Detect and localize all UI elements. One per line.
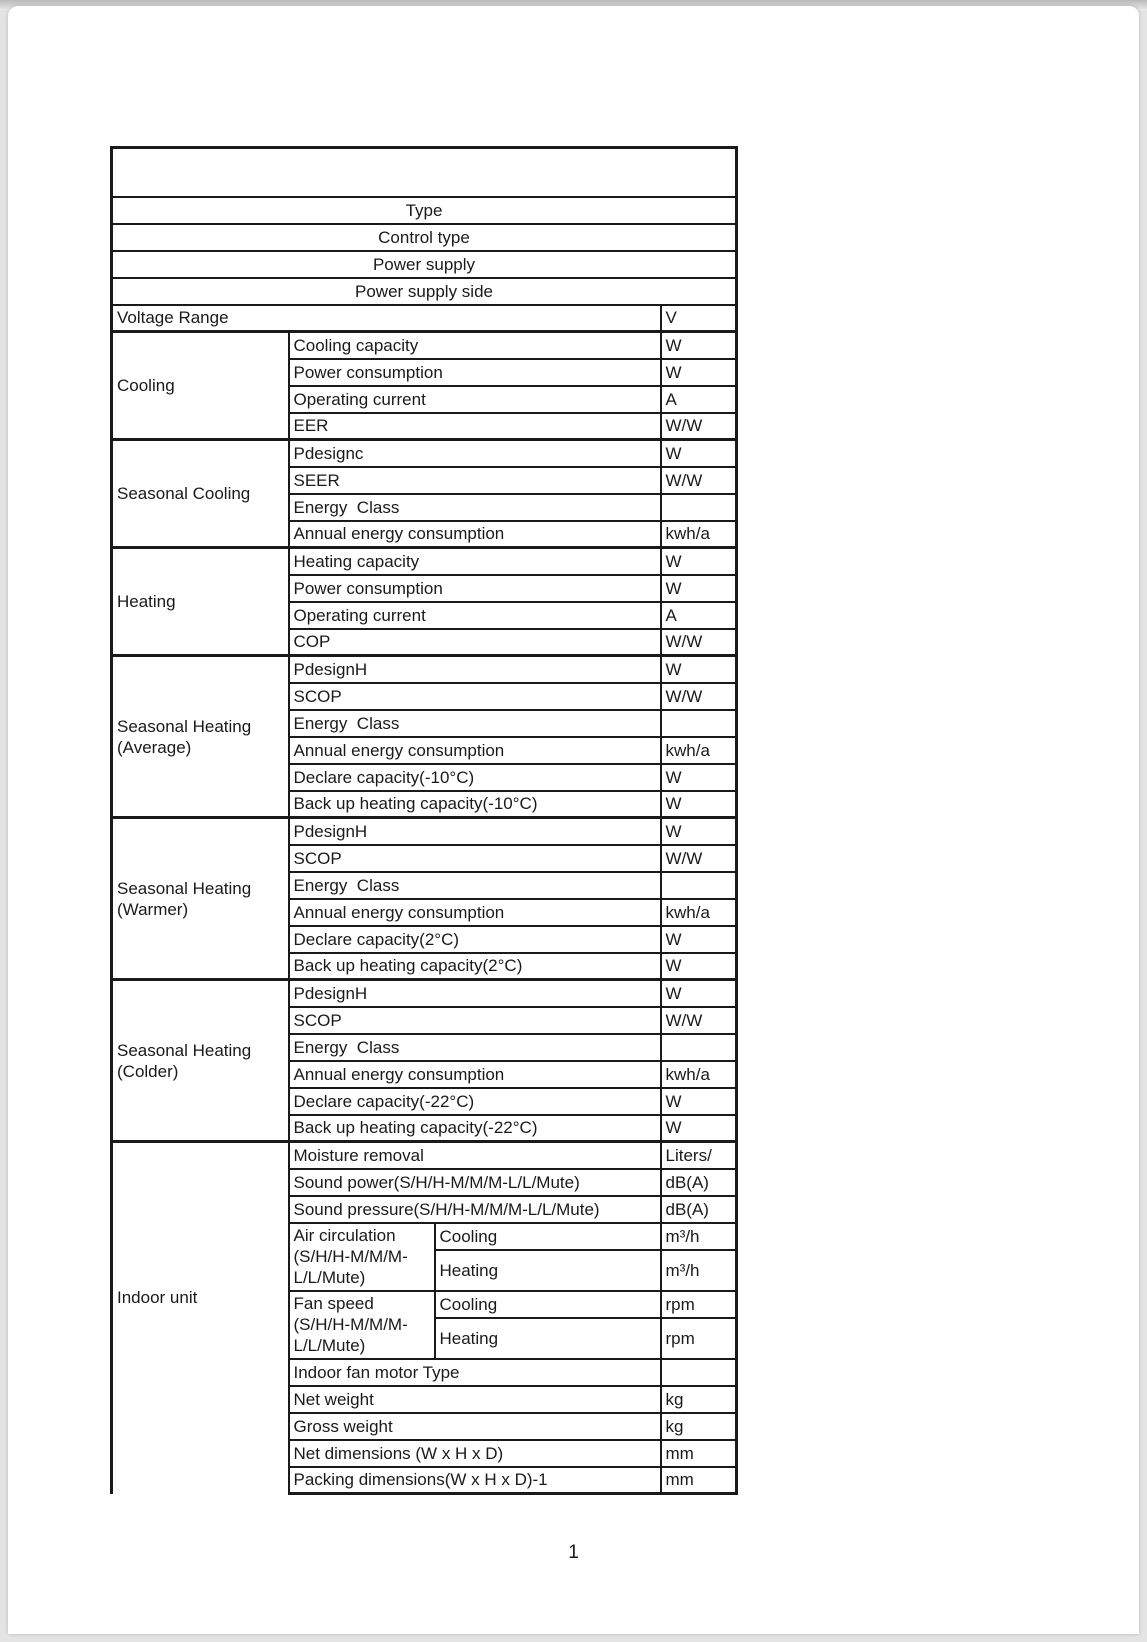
row-label-cell: EER [289,413,661,440]
row-label-cell: Packing dimensions(W x H x D)-1 [289,1467,661,1494]
row-label-cell: Net weight [289,1386,661,1413]
unit-cell: m³/h [661,1223,737,1250]
span-row-power-supply: Power supply [112,251,737,278]
unit-cell: rpm [661,1318,737,1359]
group-cell-indoor-unit: Indoor unit [112,1142,289,1494]
row-label-cell: Energy Class [289,1034,661,1061]
group-cell-seasonal-cooling: Seasonal Cooling [112,440,289,548]
unit-cell: dB(A) [661,1196,737,1223]
unit-cell: W [661,791,737,818]
unit-cell: W/W [661,1007,737,1034]
unit-cell: kwh/a [661,521,737,548]
unit-cell: W [661,953,737,980]
row-label-cell: Back up heating capacity(-10°C) [289,791,661,818]
spec-table [110,146,738,1495]
unit-cell: mm [661,1440,737,1467]
unit-cell: m³/h [661,1250,737,1291]
row-label-cell: Energy Class [289,710,661,737]
row-label-cell: Annual energy consumption [289,737,661,764]
unit-cell: kwh/a [661,737,737,764]
row-label-cell: Annual energy consumption [289,899,661,926]
table-header-empty-cell [112,148,737,197]
unit-cell: W/W [661,467,737,494]
row-label-cell: PdesignH [289,980,661,1007]
row-label-cell: SCOP [289,683,661,710]
unit-cell: W/W [661,413,737,440]
group-cell-seasonal-heating-average: Seasonal Heating (Average) [112,656,289,818]
row-label-cell: Annual energy consumption [289,521,661,548]
unit-cell: W [661,359,737,386]
unit-cell [661,872,737,899]
row-label-cell: PdesignH [289,656,661,683]
row-label-cell: COP [289,629,661,656]
row-label-cell: Back up heating capacity(-22°C) [289,1115,661,1142]
sub-label-cell: Heating [435,1318,661,1359]
unit-cell: W/W [661,629,737,656]
group-cell-seasonal-heating-colder: Seasonal Heating (Colder) [112,980,289,1142]
nested-label-cell-fan-speed: Fan speed (S/H/H-M/M/M-L/L/Mute) [289,1291,435,1359]
row-label-cell: Cooling capacity [289,332,661,359]
unit-cell: kg [661,1413,737,1440]
row-label-cell: Heating capacity [289,548,661,575]
unit-cell [661,1034,737,1061]
sub-label-cell: Heating [435,1250,661,1291]
row-label-cell: PdesignH [289,818,661,845]
unit-cell: kwh/a [661,899,737,926]
group-cell-seasonal-heating-warmer: Seasonal Heating (Warmer) [112,818,289,980]
unit-cell: W [661,548,737,575]
span-row-power-supply-side: Power supply side [112,278,737,305]
span-row-type: Type [112,197,737,224]
row-label-cell: Pdesignc [289,440,661,467]
unit-cell: kwh/a [661,1061,737,1088]
row-label-cell: Operating current [289,602,661,629]
row-label-cell: Energy Class [289,872,661,899]
unit-cell: W [661,440,737,467]
row-label-cell: Sound power(S/H/H-M/M/M-L/L/Mute) [289,1169,661,1196]
row-label-cell: Back up heating capacity(2°C) [289,953,661,980]
row-label-cell: Operating current [289,386,661,413]
unit-cell [661,710,737,737]
row-label-cell: Net dimensions (W x H x D) [289,1440,661,1467]
unit-cell: W/W [661,845,737,872]
row-label-cell: Power consumption [289,575,661,602]
unit-cell: mm [661,1467,737,1494]
unit-cell: A [661,602,737,629]
unit-cell: kg [661,1386,737,1413]
row-label-cell: Declare capacity(-22°C) [289,1088,661,1115]
row-label-cell: Sound pressure(S/H/H-M/M/M-L/L/Mute) [289,1196,661,1223]
row-label-cell: SEER [289,467,661,494]
sub-label-cell: Cooling [435,1223,661,1250]
sub-label-cell: Cooling [435,1291,661,1318]
unit-cell: W/W [661,683,737,710]
row-label-cell: Gross weight [289,1413,661,1440]
row-label-cell: Declare capacity(2°C) [289,926,661,953]
unit-cell [661,494,737,521]
unit-cell: W [661,656,737,683]
page-number: 1 [568,1542,579,1563]
row-label-cell: Indoor fan motor Type [289,1359,661,1386]
row-label-cell: Voltage Range [112,305,661,332]
unit-cell [661,1359,737,1386]
row-label-cell: SCOP [289,1007,661,1034]
row-label-cell: Power consumption [289,359,661,386]
unit-cell: dB(A) [661,1169,737,1196]
unit-cell: W [661,980,737,1007]
unit-cell: rpm [661,1291,737,1318]
group-cell-heating: Heating [112,548,289,656]
unit-cell: W [661,1088,737,1115]
unit-cell: W [661,926,737,953]
unit-cell: Liters/ [661,1142,737,1169]
unit-cell: A [661,386,737,413]
row-label-cell: SCOP [289,845,661,872]
unit-cell: W [661,332,737,359]
unit-cell: W [661,764,737,791]
row-label-cell: Energy Class [289,494,661,521]
span-row-control-type: Control type [112,224,737,251]
unit-cell: W [661,818,737,845]
unit-cell: W [661,575,737,602]
unit-cell: W [661,1115,737,1142]
unit-cell: V [661,305,737,332]
group-cell-cooling: Cooling [112,332,289,440]
nested-label-cell-air-circulation: Air circulation (S/H/H-M/M/M-L/L/Mute) [289,1223,435,1291]
row-label-cell: Moisture removal [289,1142,661,1169]
row-label-cell: Annual energy consumption [289,1061,661,1088]
row-label-cell: Declare capacity(-10°C) [289,764,661,791]
